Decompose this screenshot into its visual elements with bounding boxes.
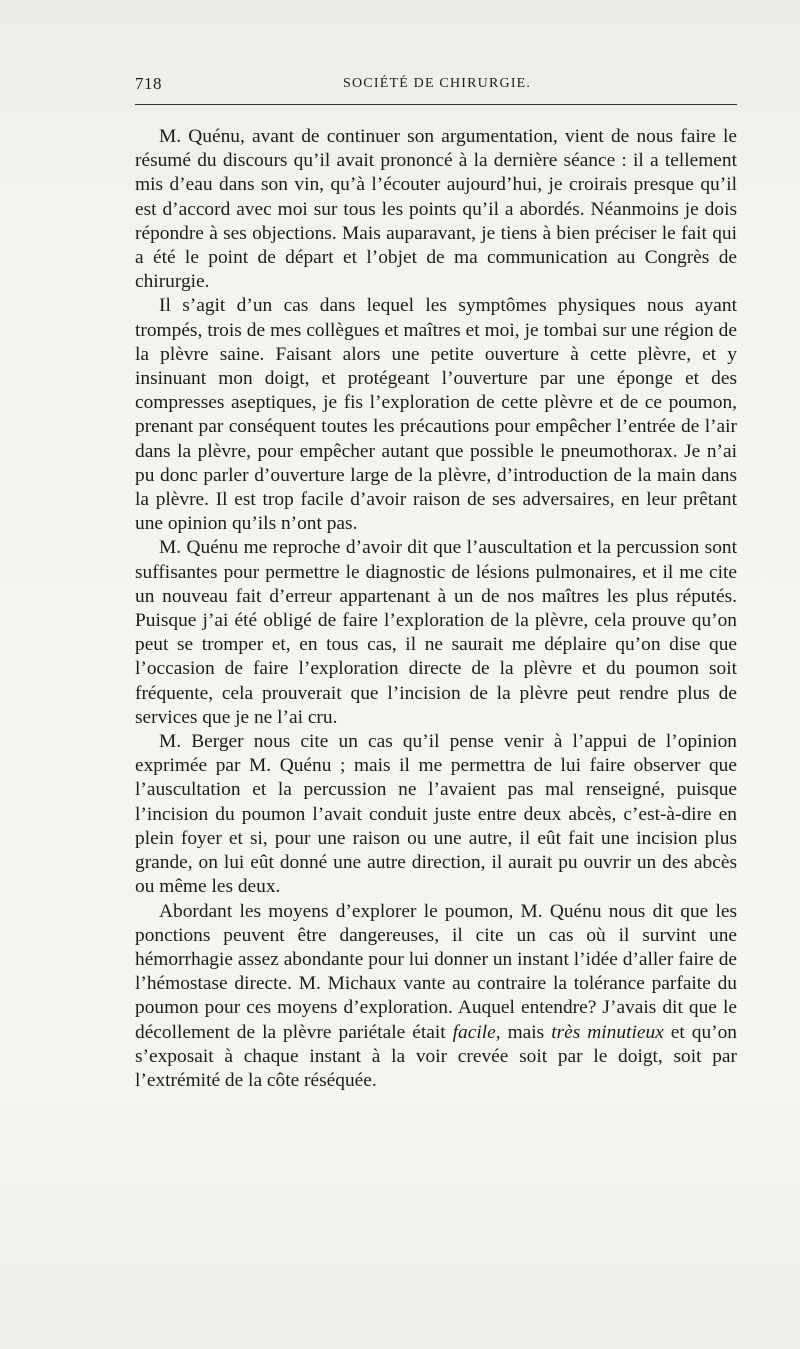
header-rule xyxy=(135,104,737,105)
page-number: 718 xyxy=(135,74,162,93)
body-text xyxy=(135,125,737,1093)
paragraph: M. Berger nous cite un cas qu’il pense venir à l’appui de l’opinion exprimée par M. Quénu ; mais il me permettra de lui faire observer que l’auscultation et la percussion ne l’avaient pas mal renseigné, puisque l’incision du poumon l’avait conduit juste entre deux abcès, c’est-à-dire en plein foyer et si, pour une raison ou une autre, il eût fait une incision plus grande, on lui eût donné une autre direction, il aurait pu ouvrir un des abcès ou même les deux. xyxy=(135,731,737,898)
italic-term: facile xyxy=(452,1021,496,1043)
page-header xyxy=(135,74,737,98)
paragraph: M. Quénu, avant de continuer son argumentation, vient de nous faire le résumé du discours qu’il avait prononcé à la dernière séance : il a tellement mis d’eau dans son vin, qu’à l’écouter aujourd’hui, je croirais presque qu’il est d’accord avec moi sur tous les points qu’il a abordés. Néanmoins je dois répondre à ses objections. Mais auparavant, je tiens à bien préciser le fait qui a été le point de départ et l’objet de ma communication au Congrès de chirurgie. xyxy=(135,126,737,293)
paragraph-text: et qu’on s’exposait à chaque instant à la voir crevée soit par le doigt, soit par l’extrémité de la côte réséquée. xyxy=(135,1021,738,1091)
paragraph-text: , mais xyxy=(495,1021,552,1043)
paragraph xyxy=(135,900,737,1094)
running-head: SOCIÉTÉ DE CHIRURGIE. xyxy=(343,76,532,91)
italic-term: très minutieux xyxy=(551,1021,664,1043)
paragraph: Il s’agit d’un cas dans lequel les symptômes physiques nous ayant trompés, trois de mes collègues et maîtres et moi, je tombai sur une région de la plèvre saine. Faisant alors une petite ouverture à cette plèvre, et y insinuant mon doigt, et protégeant l’ouverture par une éponge et des compresses aseptiques, je fis l’exploration de cette plèvre et de ce poumon, prenant par conséquent toutes les précautions pour empêcher l’entrée de l’air dans la plèvre, pour empêcher autant que possible le pneumothorax. Je n’ai pu donc parler d’ouverture large de la plèvre, d’introduction de la main dans la plèvre. Il est trop facile d’avoir raison de ses adversaires, en leur prêtant une opinion qu’ils n’ont pas. xyxy=(135,295,737,535)
paragraph: M. Quénu me reproche d’avoir dit que l’auscultation et la percussion sont suffisantes pour permettre le diagnostic de lésions pulmonaires, et il me cite un nouveau fait d’erreur appartenant à un de nos maîtres les plus réputés. Puisque j’ai été obligé de faire l’exploration de la plèvre, cela prouve qu’on peut se tromper et, en tous cas, il ne saurait me déplaire qu’on dise que l’occasion de faire l’exploration directe de la plèvre et du poumon soit fréquente, cela prouverait que l’incision de la plèvre peut rendre plus de services que je ne l’ai cru. xyxy=(135,537,737,728)
paragraph-text: Abordant les moyens d’explorer le poumon, M. Quénu nous dit que les ponctions peuvent être dangereuses, il cite un cas où il survint une hémorrhagie assez abondante pour lui donner un instant l’idée d’aller faire de l’hémostase directe. M. Michaux vante au contraire la tolérance parfaite du poumon pour ces moyens d’exploration. Auquel entendre? J’avais dit que le décollement de la plèvre pariétale était xyxy=(135,900,737,1043)
